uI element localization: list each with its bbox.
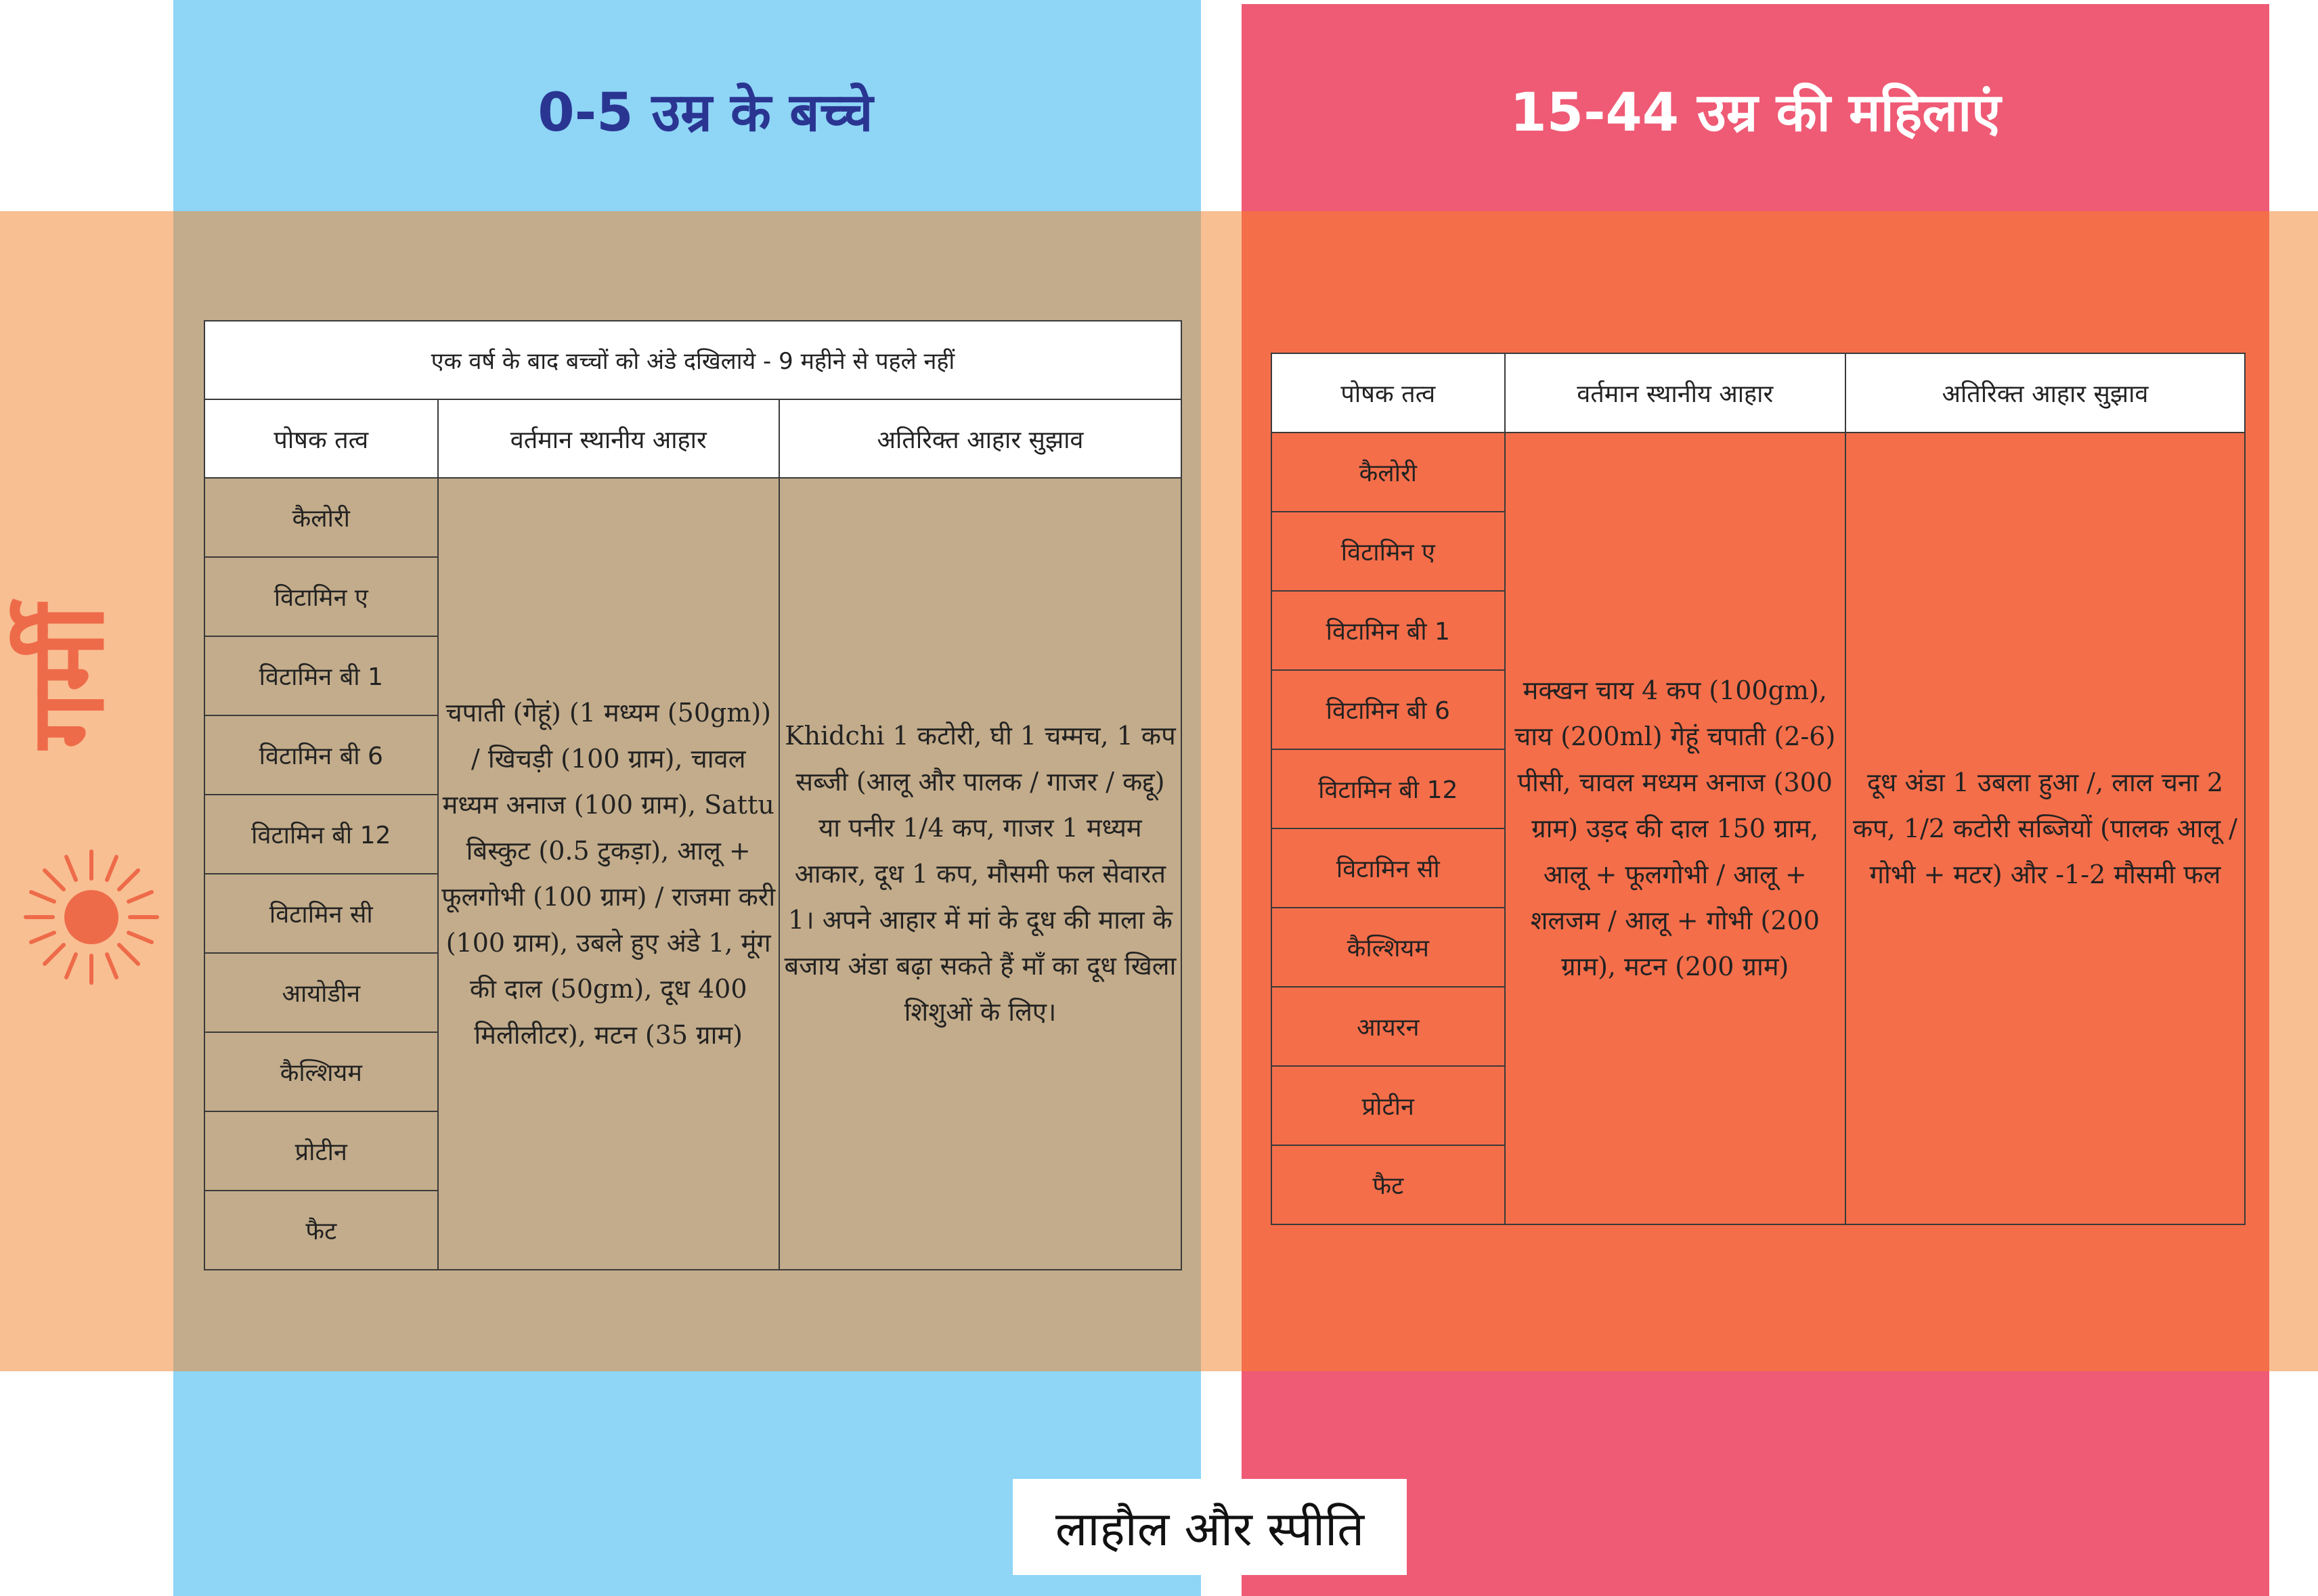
header-suggestion: अतिरिक्त आहार सुझाव [1845,353,2245,433]
nutrient-cell: विटामिन बी 6 [204,715,438,795]
nutrient-cell: विटामिन सी [204,874,438,953]
nutrient-cell: विटामिन बी 12 [204,795,438,874]
children-nutrition-table [204,320,1182,1270]
suggestion-cell: Khidchi 1 कटोरी, घी 1 चम्मच, 1 कप सब्जी (आलू और पालक / गाजर / कद्दू) या पनीर 1/4 कप, गाजर 1 मध्यम आकार, दूध 1 कप, मौसमी फल सेवारत 1। अपने आहार में मां के दूध की माला के बजाय अंडा बढ़ा सकते हैं माँ का दूध खिला शिशुओं के लिए। [779,478,1181,1270]
nutrient-cell: विटामिन सी [1271,828,1505,908]
current-diet-cell: चपाती (गेहूं) (1 मध्यम (50gm)) / खिचड़ी (100 ग्राम), चावल मध्यम अनाज (100 ग्राम), Sattu बिस्कुट (0.5 टुकड़ा), आलू + फूलगोभी (100 ग्राम) / राजमा करी (100 ग्राम), उबले हुए अंडे 1, मूंग की दाल (50gm), दूध 400 मिलीलीटर), मटन (35 ग्राम) [438,478,779,1270]
nutrient-cell: कैलोरी [204,478,438,557]
nutrient-cell: फैट [204,1191,438,1270]
sun-icon [20,846,162,988]
header-suggestion: अतिरिक्त आहार सुझाव [779,399,1181,478]
header-current-diet: वर्तमान स्थानीय आहार [1505,353,1845,433]
nutrient-cell: कैलोरी [1271,433,1505,512]
season-label-text: गर्मी [9,604,127,749]
nutrient-cell: विटामिन बी 1 [204,636,438,715]
header-nutrient: पोषक तत्व [1271,353,1505,433]
children-title: 0-5 उम्र के बच्चे [538,83,873,143]
region-label: लाहौल और स्पीति [1013,1479,1407,1575]
nutrient-cell: प्रोटीन [1271,1066,1505,1145]
nutrient-cell: आयोडीन [204,953,438,1032]
header-current-diet: वर्तमान स्थानीय आहार [438,399,779,478]
nutrient-cell: कैल्शियम [204,1032,438,1111]
header-nutrient: पोषक तत्व [204,399,438,478]
nutrient-cell: प्रोटीन [204,1111,438,1191]
women-nutrition-table [1271,353,2246,1225]
nutrient-cell: विटामिन बी 6 [1271,670,1505,749]
table-note: एक वर्ष के बाद बच्चों को अंडे दखिलाये - 9 महीने से पहले नहीं [204,321,1181,399]
season-label [9,589,162,765]
current-diet-cell: मक्खन चाय 4 कप (100gm), चाय (200ml) गेहूं चपाती (2-6) पीसी, चावल मध्यम अनाज (300 ग्राम) उड़द की दाल 150 ग्राम, आलू + फूलगोभी / आलू + शलजम / आलू + गोभी (200 ग्राम), मटन (200 ग्राम) [1505,433,1845,1224]
nutrient-cell: कैल्शियम [1271,908,1505,987]
nutrient-cell: विटामिन बी 1 [1271,591,1505,670]
women-title: 15-44 उम्र की महिलाएं [1510,83,2001,143]
suggestion-cell: दूध अंडा 1 उबला हुआ /, लाल चना 2 कप, 1/2 कटोरी सब्जियों (पालक आलू / गोभी + मटर) और -1-2 मौसमी फल [1845,433,2245,1224]
nutrient-cell: विटामिन बी 12 [1271,749,1505,828]
nutrient-cell: विटामिन ए [204,557,438,636]
nutrient-cell: फैट [1271,1145,1505,1224]
nutrient-cell: विटामिन ए [1271,512,1505,591]
nutrient-cell: आयरन [1271,987,1505,1066]
